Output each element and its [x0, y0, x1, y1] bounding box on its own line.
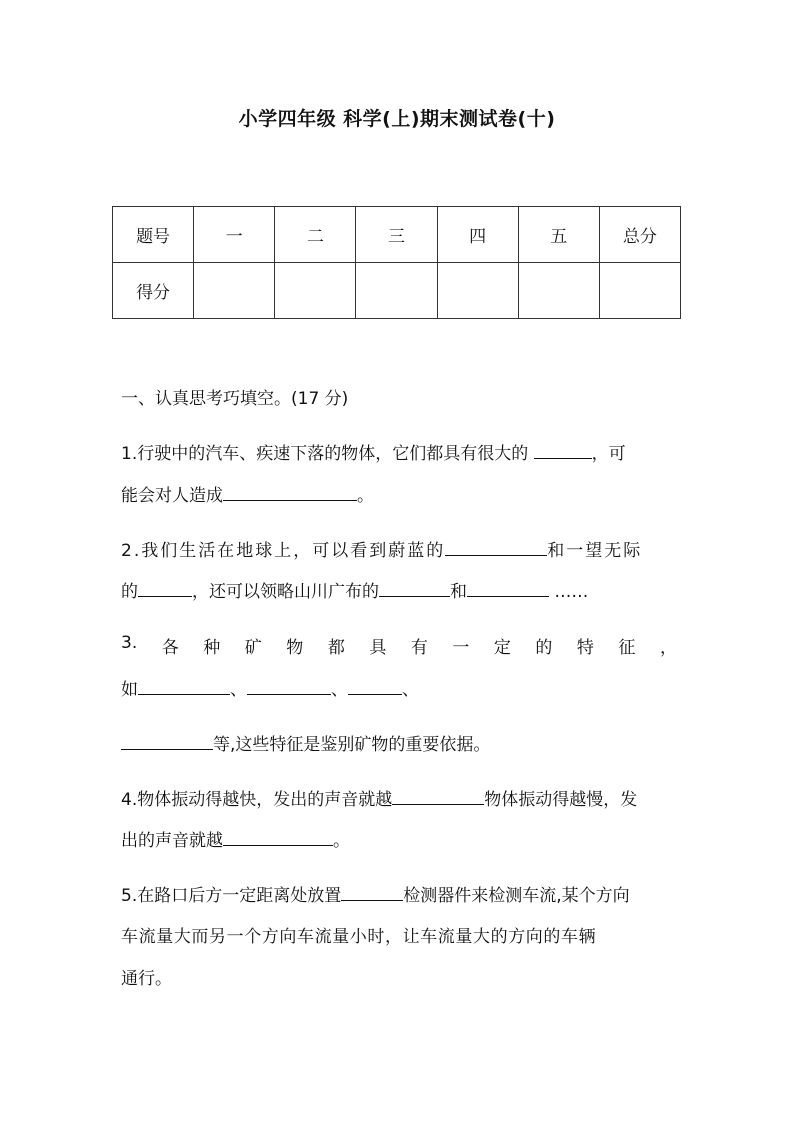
- question-text: 。: [357, 486, 374, 506]
- score-cell[interactable]: [437, 263, 518, 319]
- answer-blank[interactable]: [348, 677, 402, 695]
- answer-blank[interactable]: [223, 828, 333, 846]
- question-char: 一: [452, 638, 470, 658]
- question-char: 都: [327, 638, 345, 658]
- question-4-line-2: [121, 826, 677, 851]
- score-header-cell: 三: [356, 207, 437, 263]
- score-cell[interactable]: [275, 263, 356, 319]
- question-char: 3.: [121, 633, 138, 653]
- question-char: ，: [659, 638, 677, 658]
- question-3-line-3: [121, 730, 677, 755]
- question-1-line-1: [121, 439, 677, 464]
- question-2-line-2: [121, 577, 677, 602]
- answer-blank[interactable]: [392, 787, 484, 805]
- question-char: 矿: [244, 638, 262, 658]
- score-header-cell: 四: [437, 207, 518, 263]
- question-text: 和: [450, 582, 467, 602]
- answer-blank[interactable]: [223, 483, 357, 501]
- question-text: 2.我们生活在地球上，可以看到蔚蓝的: [121, 541, 446, 561]
- answer-blank[interactable]: [379, 579, 450, 597]
- answer-blank[interactable]: [341, 883, 403, 901]
- answer-blank[interactable]: [138, 677, 230, 695]
- answer-blank[interactable]: [445, 538, 547, 556]
- question-text: 5.在路口后方一定距离处放置: [121, 886, 342, 906]
- answer-blank[interactable]: [467, 579, 549, 597]
- question-char: 种: [203, 638, 221, 658]
- question-char: 定: [493, 638, 511, 658]
- question-5-line-2: 车流量大而另一个方向车流量小时，让车流量大的方向的车辆: [121, 927, 597, 947]
- question-text: 、: [230, 680, 247, 700]
- answer-blank[interactable]: [121, 732, 213, 750]
- question-char: 特: [576, 638, 594, 658]
- score-cell[interactable]: [194, 263, 275, 319]
- score-cell[interactable]: [599, 263, 680, 319]
- answer-blank[interactable]: [247, 677, 331, 695]
- question-text: ……: [549, 582, 589, 602]
- answer-blank[interactable]: [534, 441, 592, 459]
- question-text: 等,这些特征是鉴别矿物的重要依据。: [213, 735, 491, 755]
- question-text: 。: [333, 831, 350, 851]
- question-char: 有: [410, 638, 428, 658]
- question-3-line-2: [121, 675, 677, 700]
- question-char: 征: [618, 638, 636, 658]
- score-header-cell: 一: [194, 207, 275, 263]
- question-char: 各: [161, 638, 179, 658]
- score-cell[interactable]: [518, 263, 599, 319]
- question-text: 4.物体振动得越快，发出的声音就越: [121, 790, 393, 810]
- question-text: 检测器件来检测车流,某个方向: [403, 886, 630, 906]
- question-char: 的: [535, 638, 553, 658]
- question-text: 物体振动得越慢，发: [484, 790, 638, 810]
- score-table: [112, 206, 681, 319]
- score-header-cell: 总分: [599, 207, 680, 263]
- question-text: 1.行驶中的汽车、疾速下落的物体，它们都具有很大的: [121, 444, 534, 464]
- question-1-line-2: [121, 481, 677, 506]
- question-char: 具: [369, 638, 387, 658]
- question-text: 和一望无际: [547, 541, 643, 561]
- score-row-label: 得分: [113, 263, 194, 319]
- question-text: 、: [402, 680, 419, 700]
- score-header-cell: 二: [275, 207, 356, 263]
- question-text: ，还可以领略山川广布的: [192, 582, 379, 602]
- score-table-header-row: [113, 207, 681, 263]
- question-text: 的: [121, 582, 138, 602]
- question-text: 如: [121, 680, 138, 700]
- question-text: 出的声音就越: [121, 831, 223, 851]
- question-text: 能会对人造成: [121, 486, 223, 506]
- page-title: 小学四年级 科学(上)期末测试卷(十): [238, 108, 556, 130]
- score-table-score-row: [113, 263, 681, 319]
- question-char: 物: [286, 638, 304, 658]
- answer-blank[interactable]: [138, 579, 192, 597]
- question-2-line-1: [121, 536, 677, 561]
- section-heading: 一、认真思考巧填空。(17 分): [121, 389, 349, 409]
- question-text: ，可: [591, 444, 626, 464]
- question-text: 、: [331, 680, 348, 700]
- question-5-line-3: 通行。: [121, 969, 172, 989]
- question-5-line-1: [121, 881, 677, 906]
- question-3-line-1: [121, 633, 677, 658]
- score-cell[interactable]: [356, 263, 437, 319]
- score-header-cell: 题号: [113, 207, 194, 263]
- score-header-cell: 五: [518, 207, 599, 263]
- question-4-line-1: [121, 785, 677, 810]
